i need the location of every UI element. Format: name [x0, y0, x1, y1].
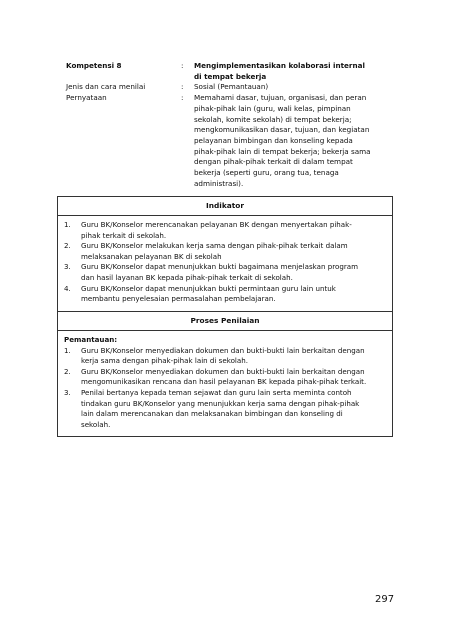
item-line: Guru BK/Konselor melakukan kerja sama dengan pihak-pihak terkait dalam — [81, 241, 348, 251]
statement-line: bekerja (seperti guru, orang tua, tenaga — [194, 168, 339, 178]
competency-title — [194, 61, 396, 82]
item-number: 1. — [64, 220, 71, 229]
process-item — [64, 346, 386, 367]
competency-label: Kompetensi 8 — [66, 61, 122, 70]
indicator-title: Indikator — [58, 197, 392, 216]
statement-text — [194, 93, 396, 189]
item-line: Guru BK/Konselor dapat menunjukkan bukti permintaan guru lain untuk — [81, 283, 336, 293]
item-text — [81, 220, 386, 241]
item-line: Guru BK/Konselor menyediakan dokumen dan bukti-bukti lain berkaitan dengan — [81, 345, 365, 355]
assessment-process-title: Proses Penilaian — [58, 312, 392, 331]
item-line: lain dalam merencanakan dan melaksanakan bimbingan dan konseling di — [81, 409, 343, 419]
item-line: Penilai bertanya kepada teman sejawat dan guru lain serta meminta contoh — [81, 387, 352, 397]
statement-line: Memahami dasar, tujuan, organisasi, dan peran — [194, 93, 367, 103]
competency-separator: : — [181, 61, 184, 70]
indicator-box — [57, 196, 393, 312]
statement-row — [66, 93, 396, 189]
item-line: Guru BK/Konselor menyediakan dokumen dan bukti-bukti lain berkaitan dengan — [81, 366, 365, 376]
assessment-process-list — [58, 331, 392, 436]
process-item — [64, 367, 386, 388]
item-number: 3. — [64, 262, 71, 272]
item-line: melaksanakan pelayanan BK di sekolah — [81, 251, 222, 261]
competency-header — [66, 61, 396, 189]
indicator-item — [64, 284, 386, 305]
item-number: 3. — [64, 387, 71, 397]
assessment-process-box — [57, 311, 393, 437]
process-item — [64, 388, 386, 430]
item-text — [81, 284, 386, 305]
monitoring-subheading: Pemantauan: — [64, 335, 118, 344]
statement-line: pihak-pihak lain (guru, wali kelas, pimpinan — [194, 103, 351, 113]
item-line: mengomunikasikan rencana dan hasil pelayanan BK kepada pihak-pihak terkait. — [81, 377, 367, 387]
assessment-type-label: Jenis dan cara menilai — [66, 82, 146, 92]
item-line: tindakan guru BK/Konselor yang menunjukkan kerja sama dengan pihak-pihak — [81, 398, 360, 408]
item-number: 2. — [64, 366, 71, 376]
indicator-list — [58, 216, 392, 311]
item-line: pihak terkait di sekolah. — [81, 230, 167, 240]
statement-label: Pernyataan — [66, 93, 107, 103]
statement-line: pihak-pihak lain di tempat bekerja; bekerja sama — [194, 146, 371, 156]
indicator-item — [64, 220, 386, 241]
item-line: sekolah. — [81, 419, 111, 429]
statement-line: mengkomunikasikan dasar, tujuan, dan kegiatan — [194, 125, 370, 135]
item-text — [81, 262, 386, 283]
statement-line: sekolah, komite sekolah) di tempat bekerja; — [194, 114, 352, 124]
item-text — [81, 241, 386, 262]
item-text — [81, 388, 386, 430]
indicator-item — [64, 241, 386, 262]
item-line: membantu penyelesaian permasalahan pembelajaran. — [81, 294, 276, 304]
item-number: 4. — [64, 283, 71, 293]
statement-line: pelayanan bimbingan dan konseling kepada — [194, 135, 353, 145]
item-text — [81, 346, 386, 367]
item-line: kerja sama dengan pihak-pihak lain di sekolah. — [81, 356, 248, 366]
statement-line: dengan pihak-pihak terkait di dalam tempat — [194, 157, 353, 167]
indicator-item — [64, 262, 386, 283]
competency-row — [66, 61, 396, 82]
item-number: 1. — [64, 345, 71, 355]
page-number: 297 — [375, 594, 395, 605]
item-line: Guru BK/Konselor dapat menunjukkan bukti bagaimana menjelaskan program — [81, 262, 359, 272]
item-text — [81, 367, 386, 388]
statement-line: administrasi). — [194, 178, 244, 188]
item-number: 2. — [64, 241, 71, 251]
item-line: Guru BK/Konselor merencanakan pelayanan BK dengan menyertakan pihak- — [81, 220, 352, 229]
item-line: dan hasil layanan BK kepada pihak-pihak terkait di sekolah. — [81, 272, 293, 282]
assessment-type-separator: : — [181, 82, 184, 92]
competency-title-line: Mengimplementasikan kolaborasi internal — [194, 61, 365, 70]
competency-title-line: di tempat bekerja — [194, 71, 267, 81]
assessment-type-value: Sosial (Pemantauan) — [194, 82, 269, 92]
assessment-type-row — [66, 82, 396, 93]
statement-separator: : — [181, 93, 184, 103]
